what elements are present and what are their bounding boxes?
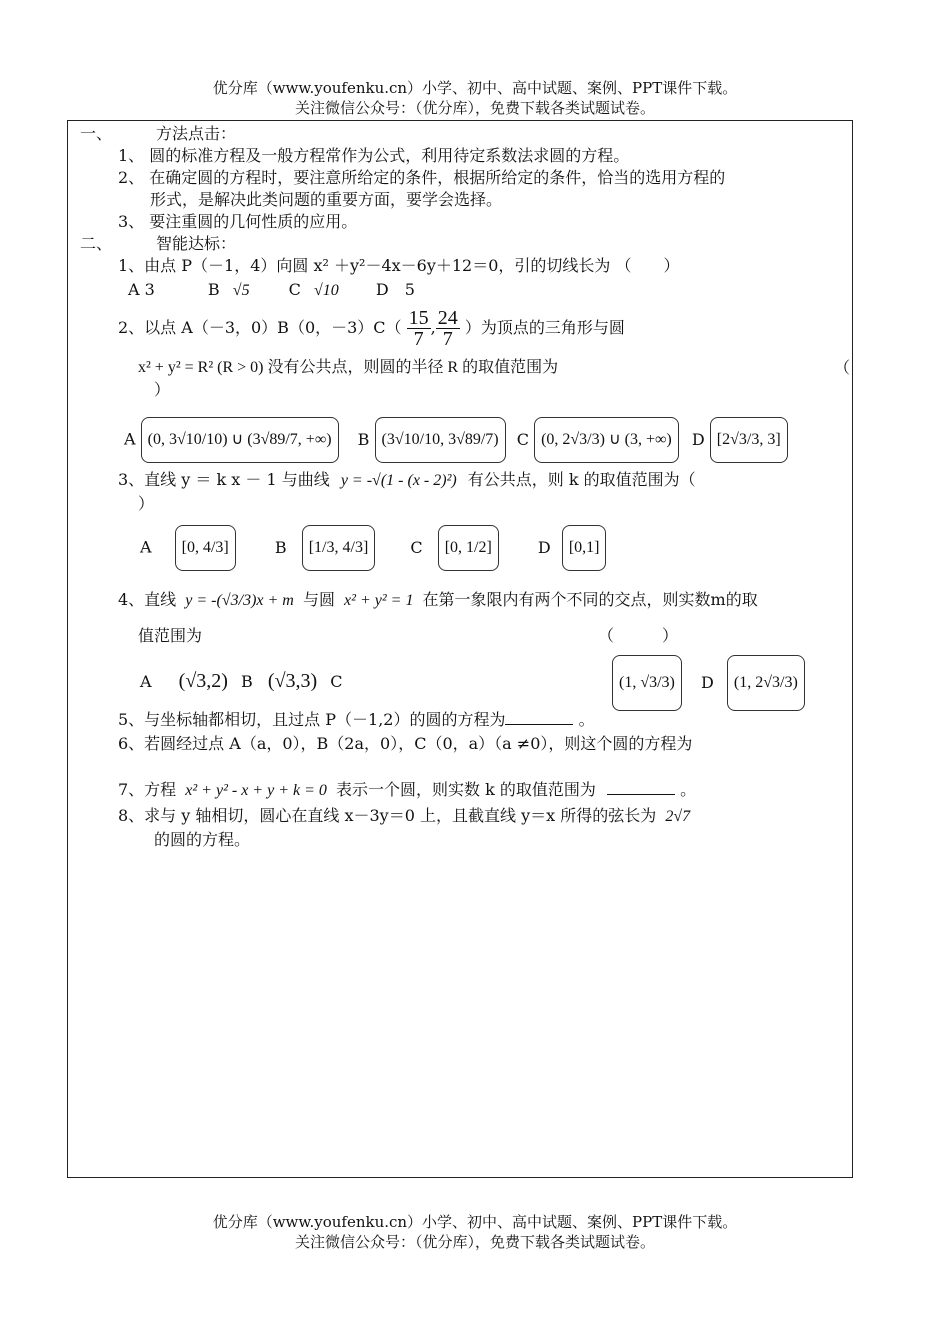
q4-option-a: (√3,2) bbox=[178, 670, 228, 692]
q3-options bbox=[140, 525, 606, 571]
q3-prefix: 3、直线 y ＝ k x － 1 与曲线 bbox=[118, 470, 330, 489]
q4-option-a-label: A bbox=[140, 672, 152, 691]
page-header bbox=[0, 78, 950, 118]
q2-option-c-label: C bbox=[516, 429, 529, 449]
q1-option-a: A 3 bbox=[128, 280, 155, 299]
q2-paren-close: ） bbox=[154, 380, 171, 399]
section1-num: 一、 bbox=[80, 124, 113, 143]
q2-option-c: (0, 2√3/3) ∪ (3, +∞) bbox=[534, 417, 679, 463]
q1-option-c-value: √10 bbox=[314, 282, 339, 299]
q4-line-equation: y = -(√3/3)x + m bbox=[185, 592, 294, 609]
q2-line-1: 2、以点 A（－3，0）B（0，－3）C（ $\frac{15}{7}$ , $\frac{24}{7}$ ）为顶点的三角形与圆 bbox=[118, 307, 625, 350]
q4-option-d: (1, 2√3/3) bbox=[727, 655, 805, 711]
q5-end: 。 bbox=[578, 710, 595, 729]
q4-option-d-label: D bbox=[700, 672, 714, 692]
q2-option-a: (0, 3√10/10) ∪ (3√89/7, +∞) bbox=[141, 417, 339, 463]
q2-paren-open: （ bbox=[834, 358, 851, 377]
q7-suffix: 表示一个圆，则实数 k 的取值范围为 bbox=[336, 780, 596, 799]
q2-option-d: [2√3/3, 3] bbox=[710, 417, 788, 463]
q2-line-2: x² + y² = R² (R > 0) 没有公共点，则圆的半径 R 的取值范围为 bbox=[138, 359, 559, 376]
q8-text: 8、求与 y 轴相切，圆心在直线 x－3y＝0 上，且截直线 y＝x 所得的弦长为 bbox=[118, 806, 657, 825]
q4-line-2: 值范围为 bbox=[138, 626, 203, 645]
q5 bbox=[118, 709, 595, 731]
q4-suffix: 在第一象限内有两个不同的交点，则实数m的取 bbox=[422, 590, 758, 609]
q6-text: 6、若圆经过点 A（a，0），B（2a，0），C（0，a）（a ≠0），则这个圆的方程为 bbox=[118, 734, 693, 753]
q2-frac-1: $\frac{15}{7}$ bbox=[408, 307, 429, 350]
q3-line-1 bbox=[118, 469, 696, 492]
q1-text: 1、由点 P（－1，4）向圆 x² ＋y²－4x－6y＋12＝0，引的切线长为 （ ） bbox=[118, 256, 680, 275]
q3-suffix: 有公共点，则 k 的取值范围为（ bbox=[467, 470, 696, 489]
q4-options bbox=[140, 659, 343, 704]
q1-option-c-label: C bbox=[288, 280, 301, 299]
q4-parens: （ ） bbox=[598, 626, 679, 645]
section1-item-2-cont: 形式，是解决此类问题的重要方面，要学会选择。 bbox=[150, 190, 503, 209]
q2-option-a-label: A bbox=[124, 429, 136, 449]
header-line-1: 优分库（www.youfenku.cn）小学、初中、高中试题、案例、PPT课件下载。 bbox=[212, 79, 738, 97]
q8-line-1 bbox=[118, 805, 690, 828]
q3-option-c: [0, 1/2] bbox=[438, 525, 499, 571]
section2-num: 二、 bbox=[80, 234, 113, 253]
q7 bbox=[118, 779, 696, 802]
header-line-2: 关注微信公众号：（优分库），免费下载各类试题试卷。 bbox=[294, 99, 655, 117]
q3-option-b-label: B bbox=[274, 537, 287, 557]
q3-option-c-label: C bbox=[410, 537, 423, 557]
q1-option-b-value: √5 bbox=[232, 282, 250, 299]
q1-option-d: D 5 bbox=[375, 280, 415, 299]
q1-option-b-label: B bbox=[207, 280, 220, 299]
q7-end: 。 bbox=[680, 780, 697, 799]
q3-option-d-label: D bbox=[537, 537, 551, 557]
q2-option-b-label: B bbox=[357, 429, 370, 449]
q5-text: 5、与坐标轴都相切，且过点 P（－1,2）的圆的方程为 bbox=[118, 710, 506, 729]
footer-line-1: 优分库（www.youfenku.cn）小学、初中、高中试题、案例、PPT课件下载。 bbox=[212, 1213, 738, 1231]
q2-prefix: 2、以点 A（－3，0）B（0，－3）C（ bbox=[118, 318, 402, 337]
section1-item-1: 1、 圆的标准方程及一般方程常作为公式，利用待定系数法求圆的方程。 bbox=[118, 146, 630, 165]
q2-frac-2: $\frac{24}{7}$ bbox=[437, 307, 458, 350]
q4-option-b: (√3,3) bbox=[267, 670, 318, 692]
q8-value: 2√7 bbox=[665, 808, 691, 825]
q3-option-d: [0,1] bbox=[562, 525, 607, 571]
section1-item-3: 3、 要注重圆的几何性质的应用。 bbox=[118, 212, 358, 231]
q8-line-2: 的圆的方程。 bbox=[154, 830, 251, 849]
q5-blank bbox=[505, 724, 573, 725]
q4-options-right bbox=[612, 655, 805, 711]
q4-option-c: (1, √3/3) bbox=[612, 655, 682, 711]
content-frame bbox=[67, 120, 853, 1178]
section1-title: 方法点击： bbox=[156, 124, 237, 143]
q2-option-d-label: D bbox=[691, 429, 705, 449]
q3-curve: y = -√(1 - (x - 2)²) bbox=[340, 472, 457, 489]
q2-option-b: (3√10/10, 3√89/7) bbox=[375, 417, 506, 463]
q2-options bbox=[124, 417, 788, 463]
page-footer bbox=[0, 1212, 950, 1252]
q7-prefix: 7、方程 bbox=[118, 780, 177, 799]
q3-option-a-label: A bbox=[140, 537, 152, 557]
section2-title: 智能达标： bbox=[156, 234, 237, 253]
q7-blank bbox=[607, 794, 675, 795]
q3-close: ） bbox=[138, 494, 155, 513]
q1-options bbox=[128, 279, 415, 302]
q2-suffix: ）为顶点的三角形与圆 bbox=[464, 318, 625, 337]
q4-line-1 bbox=[118, 589, 758, 612]
section1-item-2: 2、 在确定圆的方程时，要注意所给定的条件，根据所给定的条件，恰当的选用方程的 bbox=[118, 168, 726, 187]
q4-prefix: 4、直线 bbox=[118, 590, 177, 609]
q4-option-b-label: B bbox=[241, 672, 253, 691]
q3-option-a: [0, 4/3] bbox=[175, 525, 236, 571]
footer-line-2: 关注微信公众号：（优分库），免费下载各类试题试卷。 bbox=[294, 1233, 655, 1251]
q4-mid: 与圆 bbox=[302, 590, 335, 609]
q3-option-b: [1/3, 4/3] bbox=[302, 525, 376, 571]
q4-option-c-label: C bbox=[330, 672, 343, 691]
q7-equation: x² + y² - x + y + k = 0 bbox=[185, 782, 327, 799]
q4-circle-equation: x² + y² = 1 bbox=[344, 592, 414, 609]
